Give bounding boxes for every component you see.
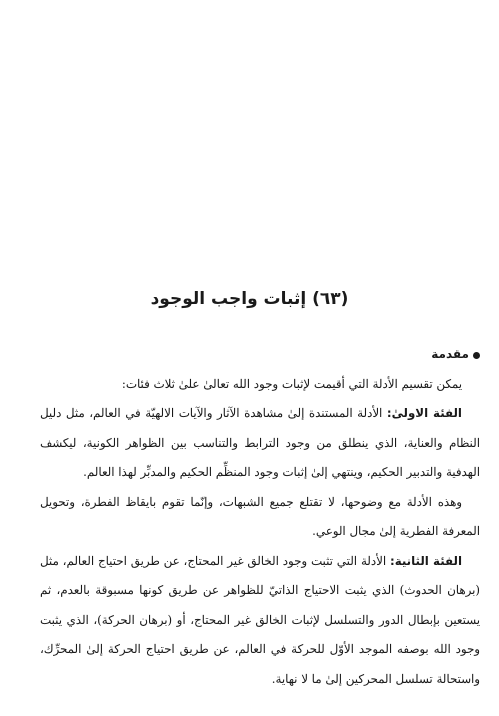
category-2-text: الأدلة التي تثبت وجود الخالق غير المحتاج، عن طريق احتياج العالم، مثل (برهان الحدوث) الذي يثبت الاحتياج الذاتيّ للظواهر عن طريق كونها مسبوقة بالعدم، ثم يستعين بإبطال الدور والتسلسل لإثبات الخالق غير المحتاج، أو (برهان الحركة)، الذي يثبت وجود الله بوصفه الموجد الأوّل للحركة في العالم، عن طريق احتياج الحركة إلىٰ المحرِّك، واستحالة تسلسل المحركين إلىٰ ما لا نهاية. [40, 553, 480, 686]
chapter-title: (٦٣) إثبات واجب الوجود [150, 289, 349, 309]
category-1-label: الفئة الاولىٰ: [386, 406, 462, 420]
chapter-body [40, 340, 480, 694]
section-heading [40, 340, 480, 370]
category-1-note-paragraph: وهذه الأدلة مع وضوحها، لا تقتلع جميع الشبهات، وإنّما تقوم بايقاظ الفطرة، وتحويل المعرفة الفطرية إلىٰ مجال الوعي. [40, 494, 480, 538]
category-1-text: الأدلة المستندة إلىٰ مشاهدة الآثار والآيات الالهيّة في العالم، مثل دليل النظام والعناية، الذي ينطلق من وجود الترابط والتناسب بين الظواهر الكونية، ليكشف الهدفية والتدبير الحكيم، وينتهي إلىٰ إثبات وجود المنظِّم الحكيم والمدبِّر لهذا العالم. [40, 406, 480, 479]
category-1-paragraph [40, 399, 480, 488]
section-heading-text: مقدمة [431, 347, 469, 361]
bullet-icon [473, 352, 480, 359]
category-2-paragraph [40, 547, 480, 695]
intro-paragraph: يمكن تقسيم الأدلة التي أقيمت لإثبات وجود الله تعالىٰ علىٰ ثلاث فئات: [121, 376, 462, 391]
category-2-label: الفئة الثانية: [390, 553, 462, 568]
